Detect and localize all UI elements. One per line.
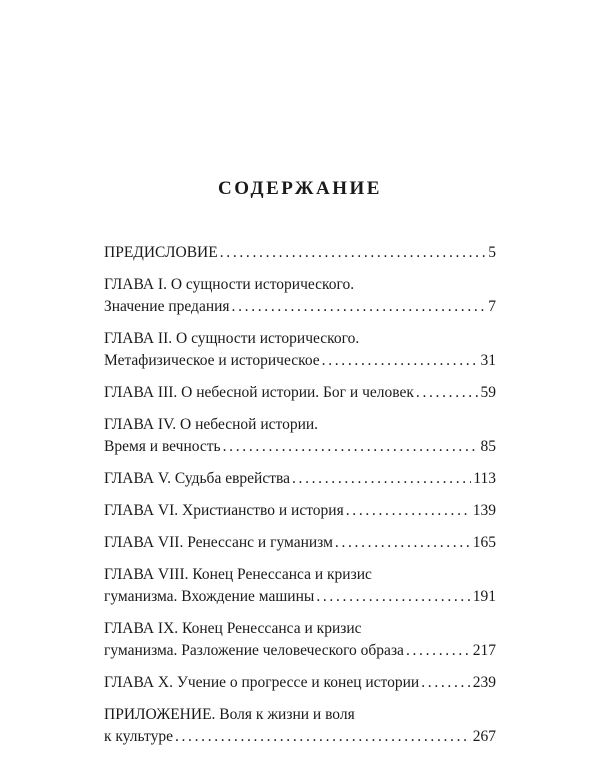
toc-entry-preface[interactable] [104,242,496,264]
toc-entry-line [104,586,496,608]
toc-entry-title: ГЛАВА VI. Христианство и история [104,502,344,519]
toc-page-number: 139 [472,502,496,519]
toc-page-number: 267 [472,728,496,745]
toc-page-number: 59 [480,384,496,401]
toc-entry-title-continued: к культуре [104,728,173,745]
toc-entry-line [104,640,496,662]
dot-leader [223,436,479,458]
toc-entry-title: ГЛАВА X. Учение о прогрессе и конец истории [104,674,420,691]
toc-page-number: 191 [472,588,496,605]
toc-entry-chapter-1[interactable] [104,274,496,318]
toc-entry-line [104,500,496,522]
toc-entry-title: ГЛАВА IV. О небесной истории. [104,416,319,433]
toc-page-number: 113 [473,470,496,487]
toc-entry-title-continued: Значение предания [104,298,230,315]
dot-leader [421,672,471,694]
toc-entry-title: ГЛАВА III. О небесной истории. Бог и человек [104,384,414,401]
dot-leader [335,532,471,554]
toc-title: СОДЕРЖАНИЕ [218,178,382,199]
toc-page-number: 165 [472,534,496,551]
toc-entry-appendix[interactable] [104,704,496,748]
toc-entry-chapter-4[interactable] [104,414,496,458]
toc-entry-title: ГЛАВА VIII. Конец Ренессанса и кризис [104,566,372,583]
toc-entry-line [104,296,496,318]
dot-leader [322,350,479,372]
dot-leader [220,242,487,264]
toc-entry-line [104,468,496,490]
toc-entry-chapter-3[interactable] [104,382,496,404]
toc-entry-line [104,532,496,554]
toc-page-number: 217 [472,642,496,659]
toc-entry-line [104,382,496,404]
toc-page-number: 5 [488,244,496,261]
toc-entry-line [104,350,496,372]
dot-leader [175,726,471,748]
toc-entry-chapter-6[interactable] [104,500,496,522]
toc-entry-title: ГЛАВА II. О сущности исторического. [104,330,360,347]
dot-leader [232,296,487,318]
toc-entry-title: ГЛАВА VII. Ренессанс и гуманизм [104,534,333,551]
dot-leader [346,500,471,522]
table-of-contents [104,242,496,758]
toc-entry-title: ПРИЛОЖЕНИЕ. Воля к жизни и воля [104,706,355,723]
toc-entry-chapter-5[interactable] [104,468,496,490]
toc-entry-title: ГЛАВА I. О сущности исторического. [104,276,355,293]
toc-page-number: 85 [480,438,496,455]
toc-entry-title: ПРЕДИСЛОВИЕ [104,244,218,261]
toc-entry-chapter-7[interactable] [104,532,496,554]
toc-entry-title: ГЛАВА IX. Конец Ренессанса и кризис [104,620,362,637]
toc-page-number: 239 [472,674,496,691]
toc-entry-chapter-10[interactable] [104,672,496,694]
toc-entry-line [104,436,496,458]
toc-entry-chapter-8[interactable] [104,564,496,608]
toc-entry-title: ГЛАВА V. Судьба еврейства [104,470,290,487]
toc-entry-title-continued: гуманизма. Разложение человеческого образа [104,642,404,659]
toc-entry-line [104,726,496,748]
toc-page-number: 31 [480,352,496,369]
dot-leader [406,640,471,662]
toc-entry-title-continued: гуманизма. Вхождение машины [104,588,315,605]
toc-entry-line [104,672,496,694]
dot-leader [292,468,471,490]
toc-entry-chapter-9[interactable] [104,618,496,662]
dot-leader [316,586,470,608]
dot-leader [416,382,479,404]
toc-entry-title-continued: Время и вечность [104,438,221,455]
toc-page-number: 7 [488,298,496,315]
toc-entry-chapter-2[interactable] [104,328,496,372]
toc-entry-title-continued: Метафизическое и историческое [104,352,320,369]
toc-entry-line [104,242,496,264]
